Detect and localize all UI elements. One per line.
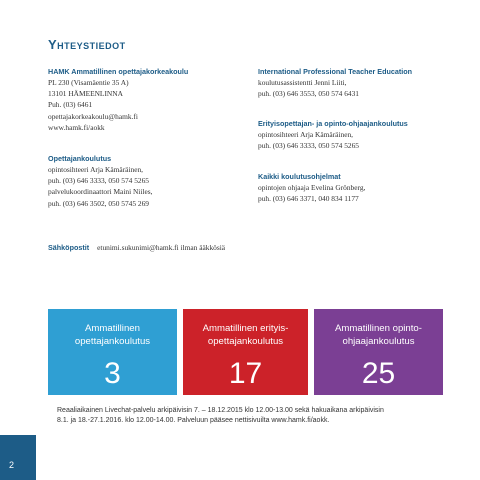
contact-kaikki	[258, 171, 365, 204]
contact-heading: Kaikki koulutusohjelmat	[258, 172, 341, 181]
contact-heading: International Professional Teacher Education	[258, 67, 413, 76]
contact-line: puh. (03) 646 3333, 050 574 5265	[258, 141, 360, 151]
contact-line: koulutusassistentti Jenni Liiti,	[258, 78, 347, 87]
contact-heading: HAMK Ammatillinen opettajakorkeakoulu	[48, 67, 189, 76]
contact-line: puh. (03) 646 3333, 050 574 5265	[48, 176, 150, 186]
email-info	[48, 237, 225, 255]
contact-international	[258, 66, 412, 99]
stat-label: Ammatillinen	[85, 323, 140, 334]
livechat-notice	[57, 406, 437, 426]
contact-website: www.hamk.fi/aokk	[48, 122, 105, 132]
notice-line: Reaaliaikainen Livechat-palvelu arkipäivisin 7. – 18.12.2015 klo 12.00-13.00 sekä hakuaikana arkipäivisin	[57, 407, 384, 414]
contact-email: opettajakorkeakoulu@hamk.fi	[48, 111, 138, 121]
contact-line: puh. (03) 646 3371, 040 834 1177	[258, 194, 359, 204]
stat-number: 3	[104, 357, 121, 390]
contact-line: opintosihteeri Arja Kämäräinen,	[258, 130, 354, 139]
contact-hamk	[48, 66, 188, 133]
contact-line: palvelukoordinaattori Maini Niiles,	[48, 187, 153, 197]
contact-line: Puh. (03) 6461	[48, 100, 93, 110]
contact-erityisopettajan	[258, 118, 408, 151]
stat-label: ohjaajankoulutus	[342, 336, 415, 347]
contact-line: PL 230 (Visamäentie 35 A)	[48, 78, 129, 87]
notice-line: 8.1. ja 18.-27.1.2016. klo 12.00-14.00. Palveluun pääsee nettisivuilta www.hamk.fi/aokk.	[57, 417, 330, 424]
contact-line: opintosihteeri Arja Kämäräinen,	[48, 165, 144, 174]
stat-label: Ammatillinen erityis-	[202, 323, 289, 334]
contact-heading: Opettajankoulutus	[48, 154, 112, 163]
contact-opettajankoulutus	[48, 153, 152, 209]
contact-line: opintojen ohjaaja Evelina Grönberg,	[258, 183, 366, 192]
stat-box-erityisopettajankoulutus	[183, 309, 308, 395]
stat-number: 25	[361, 357, 396, 390]
contact-line: 13101 HÄMEENLINNA	[48, 89, 123, 99]
stat-label: Ammatillinen opinto-	[335, 323, 422, 334]
stat-number: 17	[228, 357, 263, 390]
email-label: Sähköpostit	[48, 243, 90, 252]
stat-label: opettajankoulutus	[207, 336, 284, 347]
page-number-bar	[0, 435, 36, 480]
page-number: 2	[9, 460, 15, 470]
email-format: etunimi.sukunimi@hamk.fi ilman ääkkösiä	[97, 243, 226, 252]
contact-heading: Erityisopettajan- ja opinto-ohjaajankoulutus	[258, 119, 408, 128]
stat-box-ammatillinen-opettajankoulutus	[48, 309, 177, 395]
stat-label: opettajankoulutus	[74, 336, 151, 347]
contact-line: puh. (03) 646 3553, 050 574 6431	[258, 89, 360, 99]
page-title: Yhteystiedot	[48, 37, 126, 52]
contact-line: puh. (03) 646 3502, 050 5745 269	[48, 198, 150, 208]
stat-box-opinto-ohjaajankoulutus	[314, 309, 443, 395]
